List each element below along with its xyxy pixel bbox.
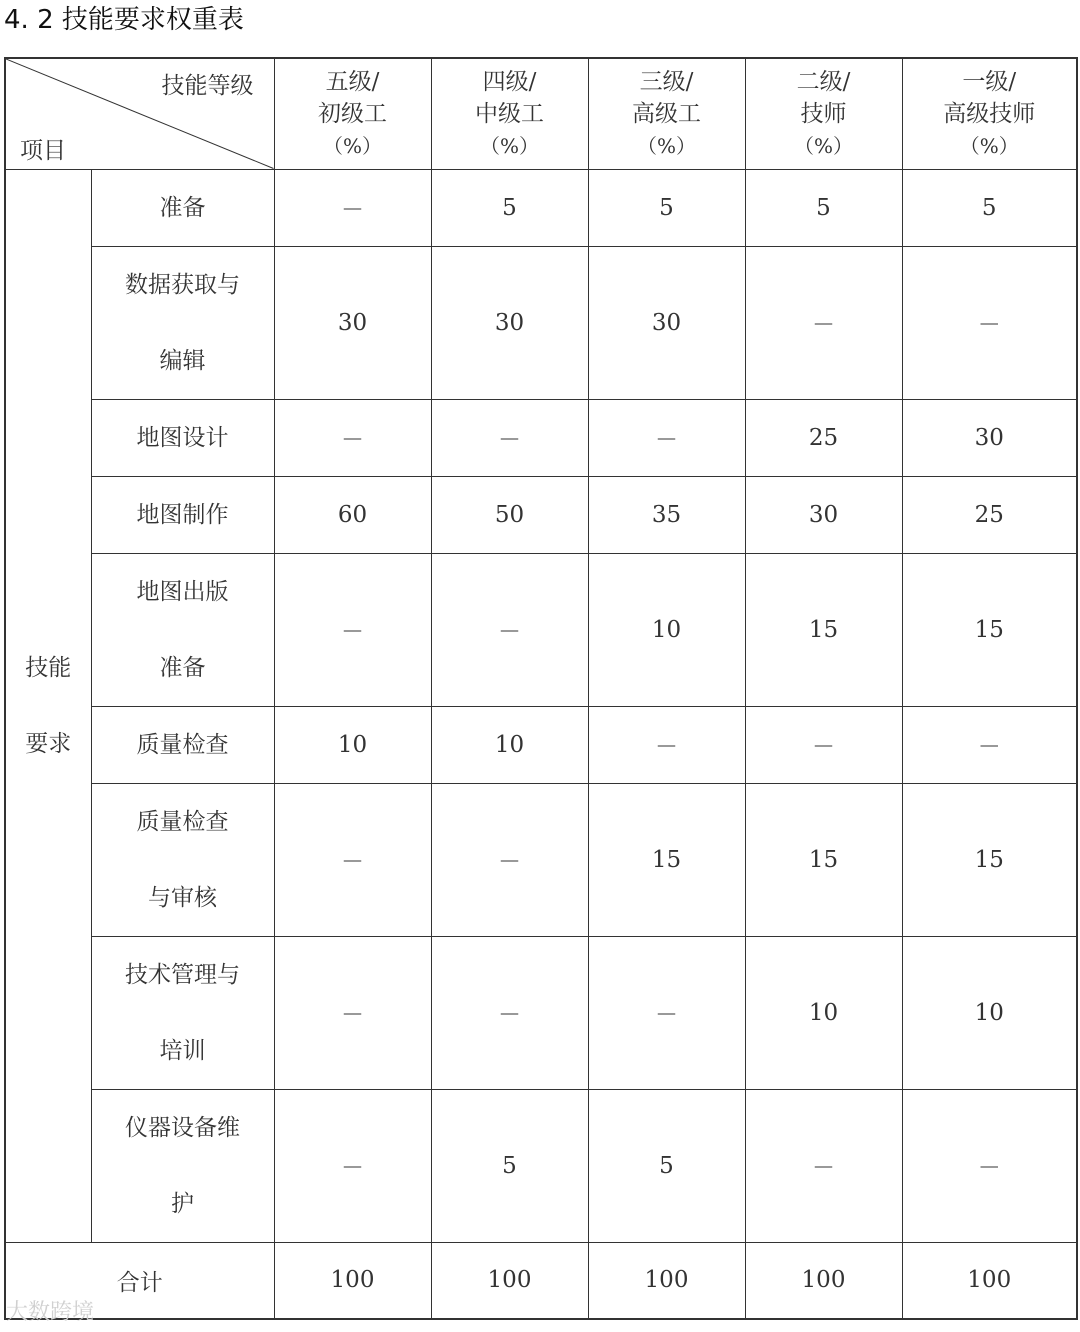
level-title: 中级工 [475,100,544,127]
weight-cell: － [431,783,588,936]
level-header-2 [745,58,902,169]
weight-cell: 15 [902,783,1077,936]
item-label-cell [91,783,274,936]
weight-cell: － [902,706,1077,783]
section-title: 4. 2 技能要求权重表 [4,5,244,35]
level-title: 高级技师 [943,100,1036,127]
weight-cell: 10 [902,936,1077,1089]
level-unit: （%） [322,133,382,158]
level-header-5 [274,58,431,169]
total-cell: 100 [431,1242,588,1319]
item-label: 与审核 [148,884,217,911]
header-row [5,58,1077,169]
weight-cell: － [431,399,588,476]
weight-cell: － [274,169,431,246]
total-cell: 100 [588,1242,745,1319]
weight-cell: 50 [431,476,588,553]
item-label: 技术管理与 [125,961,240,988]
weight-cell: 30 [902,399,1077,476]
weight-cell: 10 [274,706,431,783]
weight-cell: 15 [745,553,902,706]
table-row [5,706,1077,783]
table-row [5,553,1077,706]
table-row [5,1089,1077,1242]
weight-cell: 30 [745,476,902,553]
weight-cell: 5 [588,1089,745,1242]
weight-cell: 30 [274,246,431,399]
total-cell: 100 [745,1242,902,1319]
level-header-4 [431,58,588,169]
weight-cell: － [431,553,588,706]
weight-cell: 5 [745,169,902,246]
weight-cell: 60 [274,476,431,553]
level-unit: （%） [479,133,539,158]
item-label-cell [91,399,274,476]
item-label-cell [91,936,274,1089]
table-row [5,169,1077,246]
item-label-cell [91,706,274,783]
weight-cell: － [588,706,745,783]
item-label: 准备 [159,194,206,221]
item-label: 质量检查 [136,808,229,835]
level-header-3 [588,58,745,169]
table-row [5,476,1077,553]
weight-cell: 10 [745,936,902,1089]
corner-header-cell [5,58,274,169]
level-unit: （%） [793,133,853,158]
level-title: 高级工 [632,100,701,127]
item-label: 护 [171,1190,194,1217]
skill-level-label: 技能等级 [161,73,254,99]
level-header-1 [902,58,1077,169]
weight-cell: － [745,246,902,399]
table-row [5,783,1077,936]
item-label: 仪器设备维 [125,1114,240,1141]
level-name: 四级/ [482,68,537,95]
level-unit: （%） [636,133,696,158]
level-name: 五级/ [325,68,380,95]
item-label: 质量检查 [136,731,229,758]
level-title: 初级工 [318,100,387,127]
level-name: 二级/ [796,68,851,95]
total-cell: 100 [902,1242,1077,1319]
weight-cell: － [274,783,431,936]
item-label-cell [91,476,274,553]
item-label-cell [91,553,274,706]
weight-cell: 15 [902,553,1077,706]
weight-cell: 35 [588,476,745,553]
weight-cell: 30 [588,246,745,399]
weight-cell: － [902,1089,1077,1242]
total-cell: 100 [274,1242,431,1319]
item-label: 准备 [159,654,206,681]
watermark: 大数跨境 [6,1300,95,1325]
level-unit: （%） [959,133,1019,158]
weight-cell: 5 [431,1089,588,1242]
item-label: 编辑 [159,347,206,374]
weight-cell: － [588,936,745,1089]
weight-cell: 5 [588,169,745,246]
weight-cell: 15 [588,783,745,936]
table-row [5,399,1077,476]
item-label-cell [91,169,274,246]
weight-cell: － [588,399,745,476]
table-row [5,246,1077,399]
item-label: 地图设计 [136,424,229,451]
weight-cell: 5 [431,169,588,246]
category-cell [5,169,91,1242]
weight-cell: 5 [902,169,1077,246]
weight-cell: － [274,553,431,706]
level-name: 三级/ [639,68,694,95]
table-row [5,936,1077,1089]
item-label: 项目 [20,137,66,164]
skill-weight-table [4,57,1078,1320]
item-label: 地图制作 [136,501,229,528]
category-label: 技能 [25,654,72,681]
item-label: 地图出版 [136,578,229,605]
weight-cell: － [745,706,902,783]
weight-cell: 10 [588,553,745,706]
weight-cell: 10 [431,706,588,783]
weight-cell: 15 [745,783,902,936]
total-row [5,1242,1077,1319]
item-label: 数据获取与 [125,271,240,298]
item-label: 培训 [159,1037,206,1064]
weight-cell: 25 [902,476,1077,553]
weight-cell: － [431,936,588,1089]
weight-cell: － [274,1089,431,1242]
weight-cell: － [274,936,431,1089]
weight-cell: 25 [745,399,902,476]
level-title: 技师 [800,100,847,127]
weight-cell: － [274,399,431,476]
item-label-cell [91,246,274,399]
weight-cell: － [745,1089,902,1242]
item-label-cell [91,1089,274,1242]
weight-cell: － [902,246,1077,399]
total-label: 合计 [5,1242,274,1319]
level-name: 一级/ [962,68,1017,95]
weight-cell: 30 [431,246,588,399]
category-label: 要求 [25,730,72,757]
